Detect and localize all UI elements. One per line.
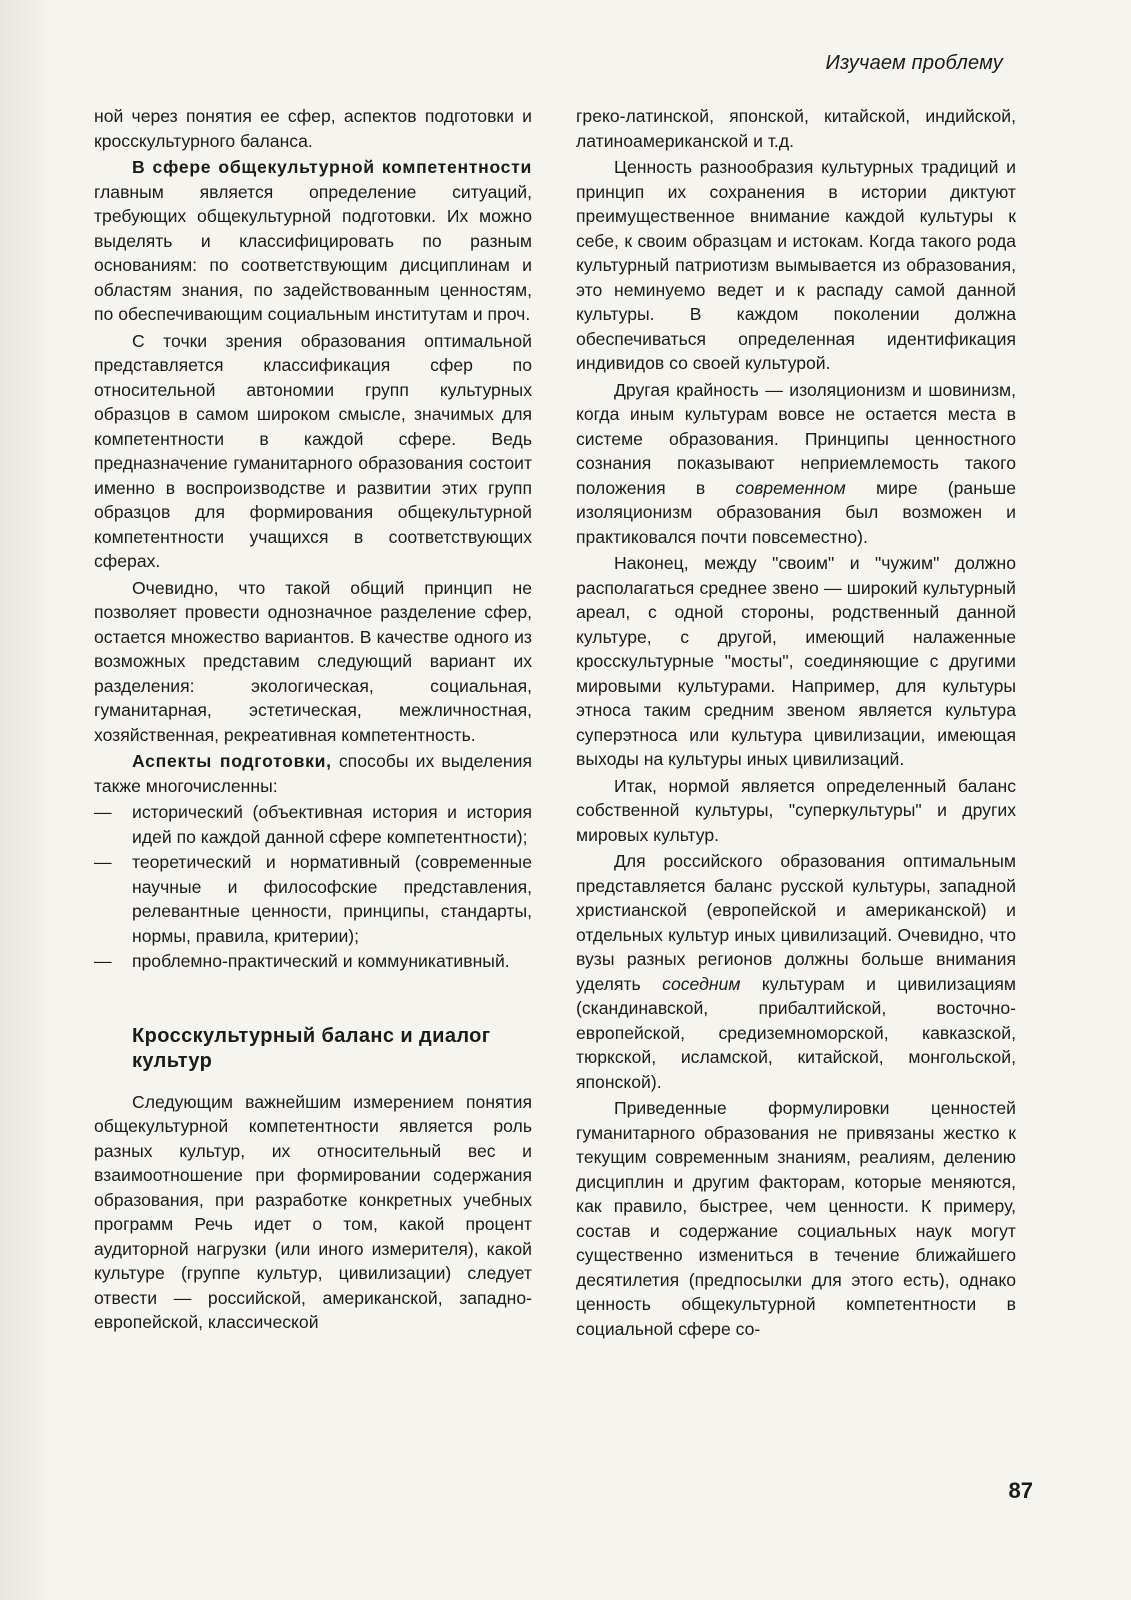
paragraph xyxy=(94,155,532,327)
page-number: 87 xyxy=(1008,1478,1033,1503)
paragraph: Очевидно, что такой общий принцип не позволяет провести однозначное разделение сфер, остается множество вариантов. В качестве одного из возможных представим следующий вариант их разделения: экологическая, социальная, гуманитарная, эстетическая, межличностная, хозяйственная, рекреативная компетентность. xyxy=(94,577,532,745)
paragraph: Приведенные формулировки ценностей гуманитарного образования не привязаны жестко к текущим современным знаниям, реалиям, делению дисциплин и другим факторам, которые меняются, как правило, быстрее, чем ценности. К примеру, состав и содержание социальных наук могут существенно измениться в течение ближайшего десятилетия (предпосылки для этого есть), однако ценность общекультурной компетентности в социальной сфере со- xyxy=(576,1098,1016,1339)
paragraph-text: Для российского образования оптимальным представляется баланс русской культуры, западной христианской (европейской и американской) и отдельных культур иных цивилизаций. Очевидно, что вузы разных регионов должны больше внимания уделять xyxy=(576,851,1016,994)
paragraph: С точки зрения образования оптимальной представляется классификация сфер по относительной автономии групп культурных образцов в самом широком смысле, значимых для компетентности в каждой сфере. Ведь предназначение гуманитарного образования состоит именно в воспроизводстве и развитии этих групп образцов для формирования общекультурной компетентности учащихся в соответствующих сферах. xyxy=(94,330,532,571)
page-edge-shadow xyxy=(0,0,58,1600)
paragraph: Итак, нормой является определенный баланс собственной культуры, "суперкультуры" и других мировых культур. xyxy=(576,775,1016,845)
list-item: — теоретический и нормативный (современные научные и философские представления, релевантные ценности, принципы, стандарты, нормы, правила, критерии); xyxy=(94,850,532,948)
bold-term: Аспекты подготовки, xyxy=(132,751,332,771)
italic-term: соседним xyxy=(662,973,741,994)
paragraph: Ценность разнообразия культурных традиций и принцип их сохранения в истории диктуют преимущественное внимание каждой культуры к себе, к своим образцам и истокам. Когда такого рода культурный патриотизм вымывается из образования, это неминуемо ведет и к распаду самой данной культуры. В каждом поколении должна обеспечиваться определенная идентификация индивидов со своей культурой. xyxy=(576,157,1016,373)
right-column xyxy=(576,104,1016,1343)
paragraph-text: способы их выделения также многочисленны: xyxy=(94,751,532,796)
paragraph: греко-латинской, японской, китайской, индийской, латиноамериканской и т.д. xyxy=(576,106,1016,151)
paragraph xyxy=(576,378,1016,550)
paragraph xyxy=(576,849,1016,1094)
paragraph: Наконец, между "своим" и "чужим" должно располагаться среднее звено — широкий культурный ареал, с одной стороны, родственный данной культуре, с другой, имеющий налаженные кросскультурные "мосты", соединяющие с другими мировыми культурами. Например, для культуры этноса таким средним звеном является культура суперэтноса или культура цивилизации, имеющая выходы на культуры иных цивилизаций. xyxy=(576,553,1016,769)
paragraph-text: главным является определение ситуаций, требующих общекультурной подготовки. Их можно выделять и классифицировать по разным основаниям: по соответствующим дисциплинам и областям знания, по задействованным ценностям, по обеспечивающим социальным институтам и проч. xyxy=(94,181,532,324)
paragraph xyxy=(94,749,532,798)
list-item: — исторический (объективная история и история идей по каждой данной сфере компетентности); xyxy=(94,800,532,849)
running-header: Изучаем проблему xyxy=(825,52,1003,74)
aspects-list xyxy=(94,800,532,974)
list-item: — проблемно-практический и коммуникативный. xyxy=(94,949,532,974)
paragraph: ной через понятия ее сфер, аспектов подготовки и кросскультурного баланса. xyxy=(94,106,532,151)
paragraph-text: Другая крайность — изоляционизм и шовинизм, когда иным культурам вовсе не остается места в системе образования. Принципы ценностного сознания показывают неприемлемость такого положения в xyxy=(576,379,1016,498)
italic-term: современном xyxy=(735,477,846,498)
section-heading: Кросскультурный баланс и диалог культур xyxy=(132,1024,491,1072)
paragraph-text: культурам и цивилизациям (скандинавской, прибалтийской, восточно-европейской, средиземноморской, кавказской, тюркской, исламской, китайской, монгольской, японской). xyxy=(576,973,1016,1092)
left-column xyxy=(94,104,532,1337)
bold-term: В сфере общекультурной компетентности xyxy=(132,157,532,177)
paragraph-text: мире (раньше изоляционизм образования был возможен и практиковался почти повсеместно). xyxy=(576,477,1016,547)
paragraph: Следующим важнейшим измерением понятия общекультурной компетентности является роль разных культур, их относительный вес и взаимоотношение при формировании содержания образования, при разработке конкретных учебных программ Речь идет о том, какой процент аудиторной нагрузки (или иного измерителя), какой культуре (группе культур, цивилизации) следует отвести — российской, американской, западно-европейской, классической xyxy=(94,1091,532,1332)
